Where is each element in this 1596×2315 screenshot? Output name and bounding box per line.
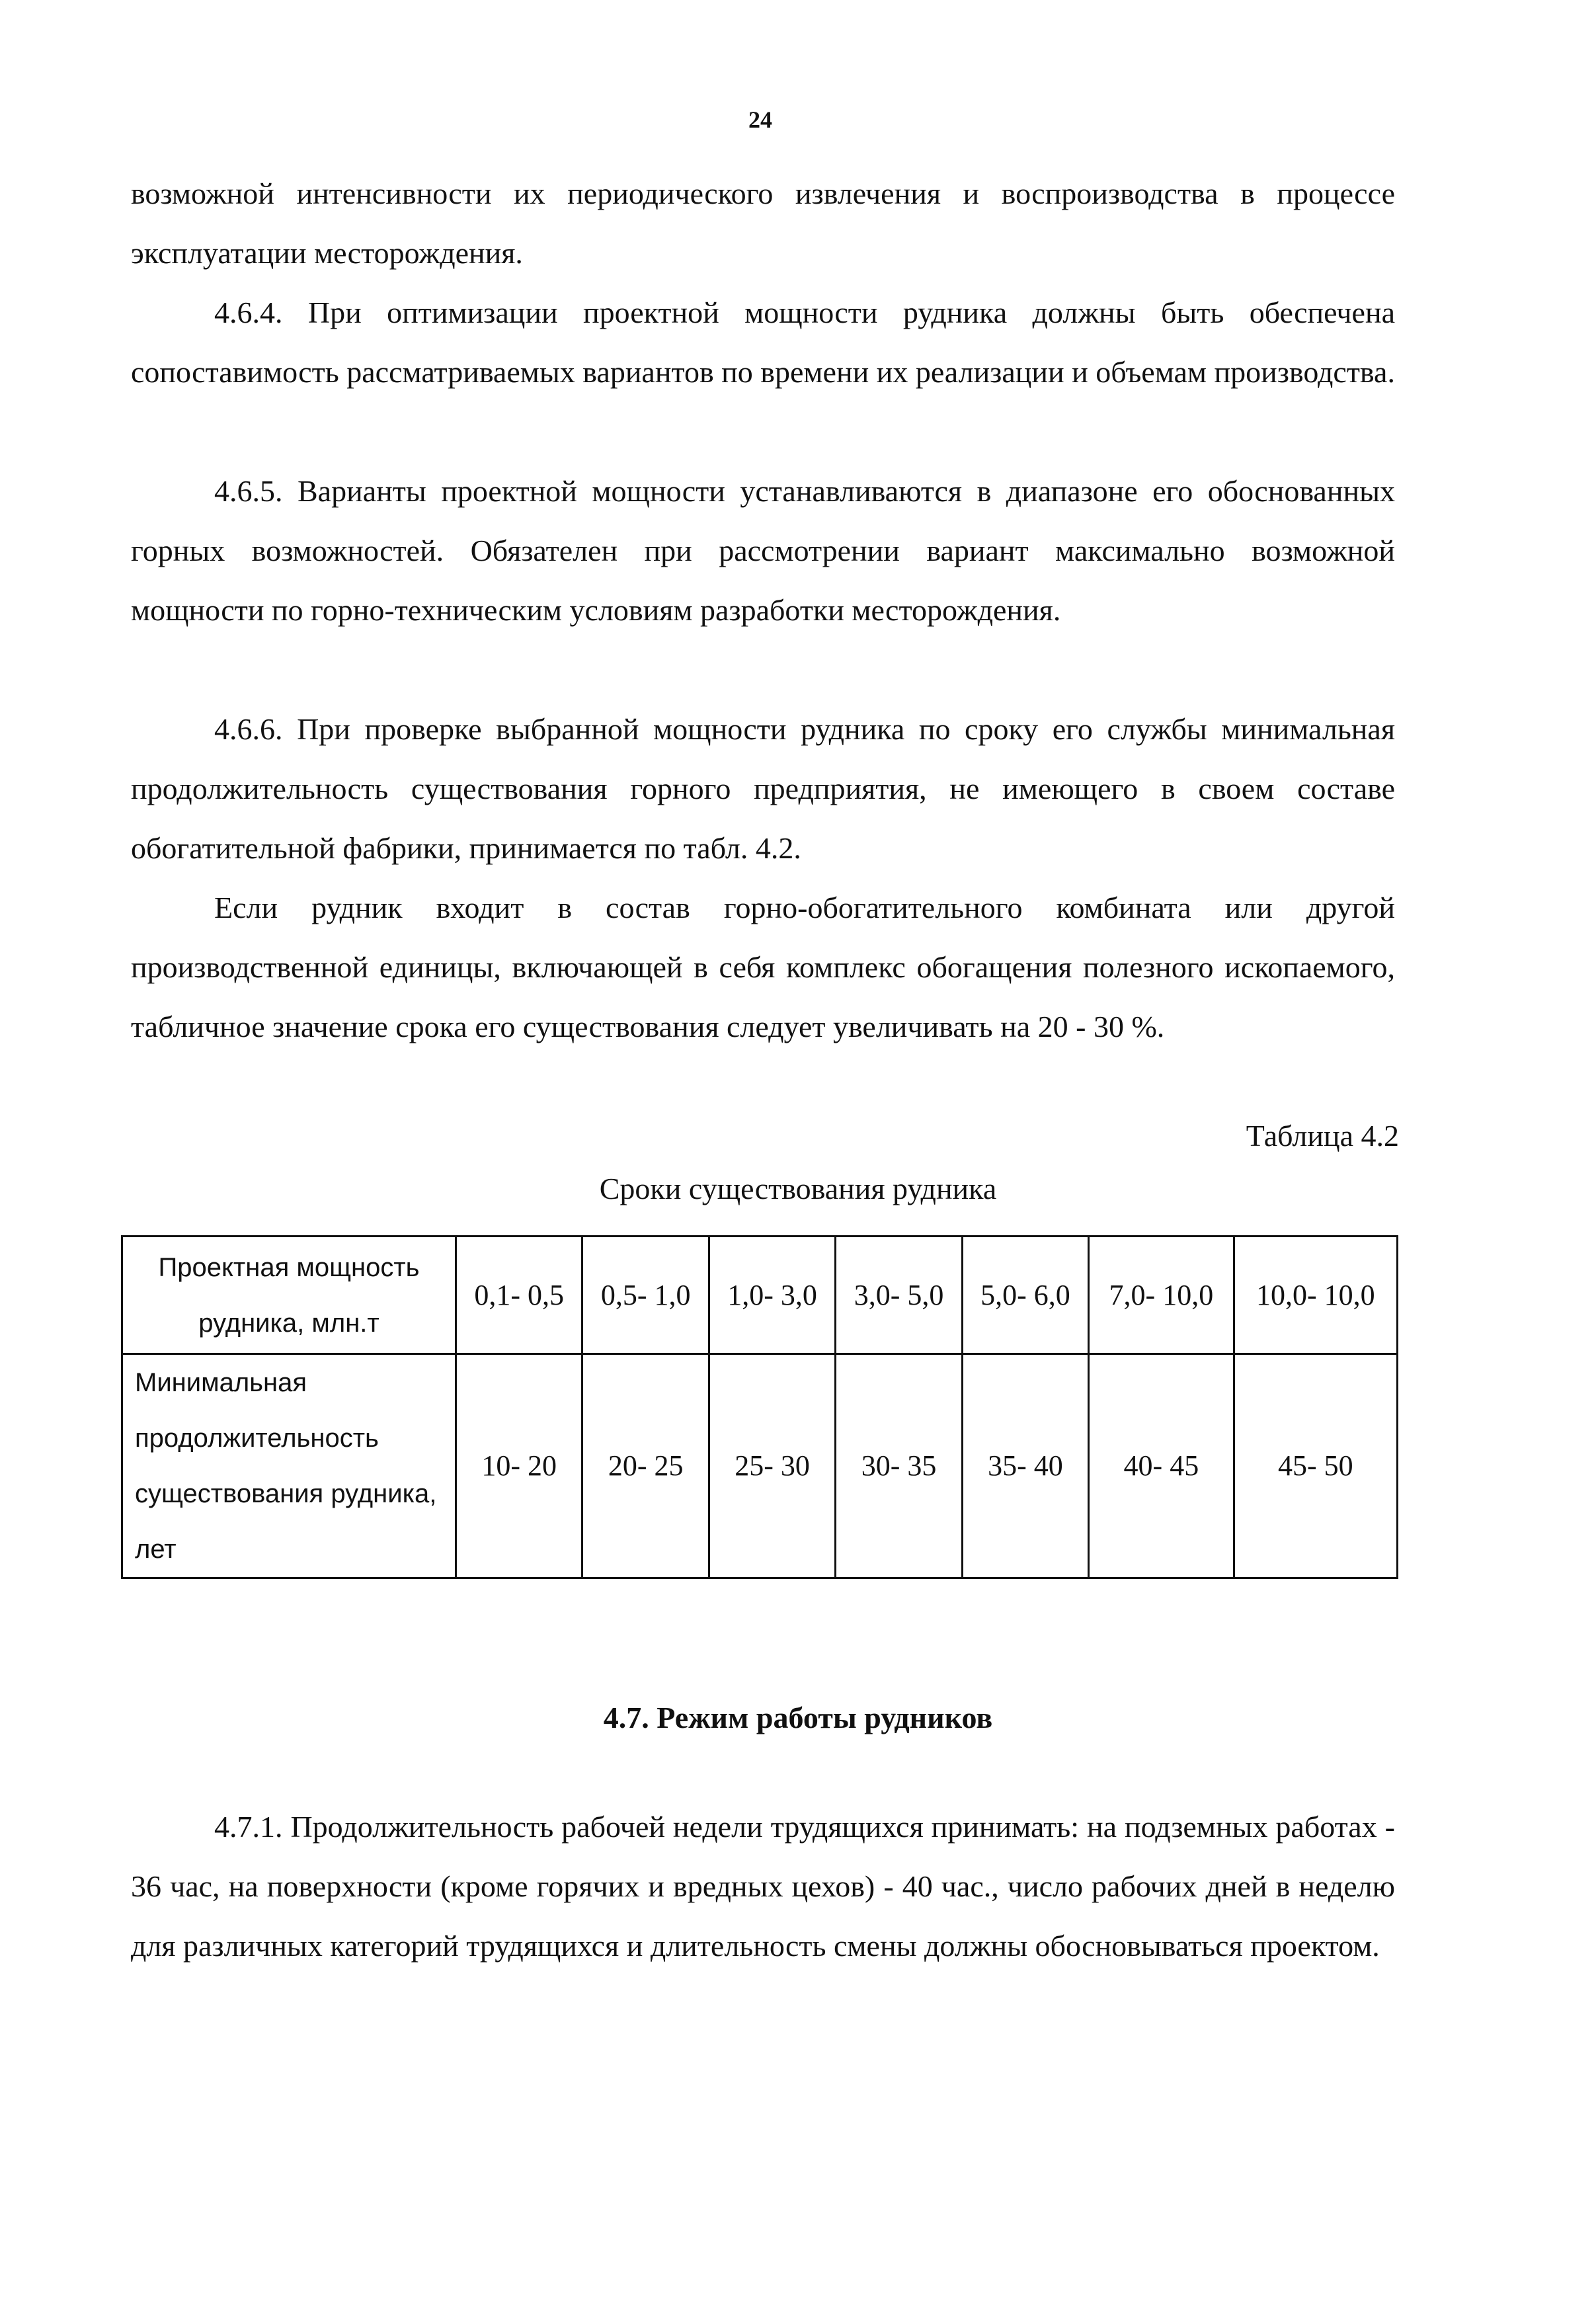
capacity-cell: 0,5- 1,0 [582, 1237, 709, 1354]
capacity-cell: 5,0- 6,0 [962, 1237, 1088, 1354]
capacity-cell: 7,0- 10,0 [1089, 1237, 1234, 1354]
capacity-cell: 0,1- 0,5 [456, 1237, 582, 1354]
lifetime-cell: 30- 35 [836, 1354, 962, 1578]
paragraph-plant-increase: Если рудник входит в состав горно-обогатительного комбината или другой производственной единицы, включающей в себя комплекс обогащения полезного ископаемого, табличное значение срока его существования следует увеличивать на 20 - 30 %. [131, 891, 1395, 1043]
lifetime-cell: 10- 20 [456, 1354, 582, 1578]
capacity-header-cell: Проектная мощность рудника, млн.т [122, 1237, 456, 1354]
paragraph-continuation: возможной интенсивности их периодического извлечения и воспроизводства в процессе эксплуатации месторождения. [131, 177, 1395, 270]
table-title: Сроки существования рудника [599, 1172, 997, 1205]
capacity-cell: 3,0- 5,0 [836, 1237, 962, 1354]
lifetime-header-cell: Минимальная продолжительность существования рудника, лет [122, 1354, 456, 1578]
page-number: 24 [748, 106, 772, 133]
mine-lifetime-table [121, 1235, 1398, 1579]
lifetime-cell: 20- 25 [582, 1354, 709, 1578]
table-label: Таблица 4.2 [1246, 1119, 1399, 1153]
table-row-capacity [122, 1237, 1398, 1354]
capacity-cell: 10,0- 10,0 [1234, 1237, 1397, 1354]
paragraph-4-7-1: 4.7.1. Продолжительность рабочей недели трудящихся принимать: на подземных работах - 36 час, на поверхности (кроме горячих и вредных цехов) - 40 час., число рабочих дней в неделю для различных категорий трудящихся и длительность смены должны обосновываться проектом. [131, 1810, 1395, 1963]
section-heading: 4.7. Режим работы рудников [603, 1701, 993, 1734]
capacity-cell: 1,0- 3,0 [709, 1237, 835, 1354]
paragraph-4-6-6: 4.6.6. При проверке выбранной мощности рудника по сроку его службы минимальная продолжительность существования горного предприятия, не имеющего в своем составе обогатительной фабрики, принимается по табл. 4.2. [131, 712, 1395, 865]
paragraph-4-6-4: 4.6.4. При оптимизации проектной мощности рудника должны быть обеспечена сопоставимость рассматриваемых вариантов по времени их реализации и объемам производства. [131, 296, 1395, 389]
table-row-lifetime [122, 1354, 1398, 1578]
lifetime-cell: 40- 45 [1089, 1354, 1234, 1578]
lifetime-cell: 25- 30 [709, 1354, 835, 1578]
paragraph-4-6-5: 4.6.5. Варианты проектной мощности устанавливаются в диапазоне его обоснованных горных возможностей. Обязателен при рассмотрении вариант максимально возможной мощности по горно-техническим условиям разработки месторождения. [131, 474, 1395, 627]
lifetime-cell: 45- 50 [1234, 1354, 1397, 1578]
lifetime-cell: 35- 40 [962, 1354, 1088, 1578]
